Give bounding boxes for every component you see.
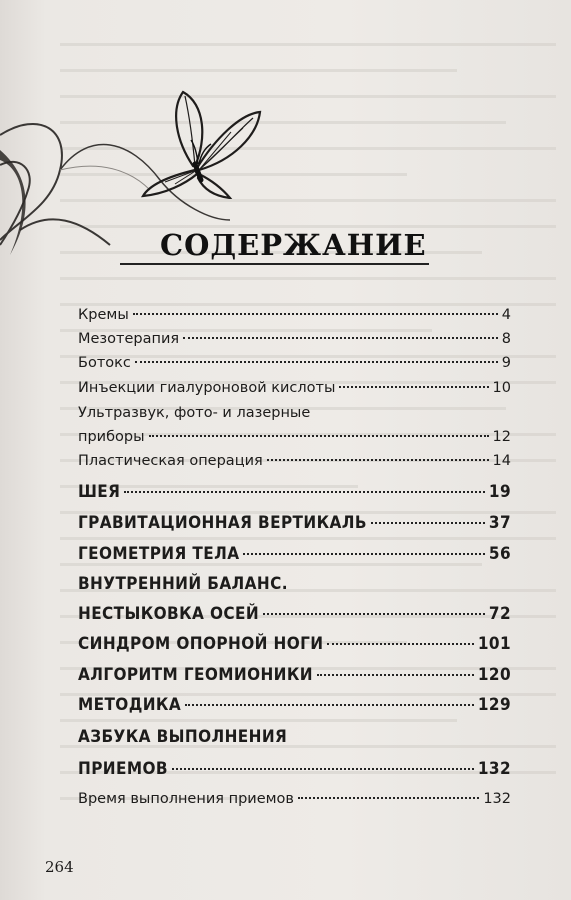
toc-entry-title: Кремы xyxy=(78,307,129,323)
toc-entry-title: Ботокс xyxy=(78,355,131,371)
toc-entry xyxy=(78,331,511,347)
toc-entry xyxy=(78,759,511,779)
toc-entry-title: АЛГОРИТМ ГЕОМИОНИКИ xyxy=(78,665,313,685)
toc-entry-page: 37 xyxy=(488,513,511,533)
toc-entry xyxy=(78,665,511,685)
toc-entry-title: ГРАВИТАЦИОННАЯ ВЕРТИКАЛЬ xyxy=(78,513,367,533)
toc-entry-page: 12 xyxy=(492,429,511,445)
toc-entry xyxy=(78,513,511,533)
toc-entry xyxy=(78,380,511,396)
toc-entry-title: Время выполнения приемов xyxy=(78,791,294,807)
toc-entry xyxy=(78,791,511,807)
toc-entry-title: Мезотерапия xyxy=(78,331,180,347)
toc-entry-page: 129 xyxy=(477,695,511,715)
toc-entry-title-line1: АЗБУКА ВЫПОЛНЕНИЯ xyxy=(78,727,288,747)
toc-entry-page: 56 xyxy=(488,544,511,564)
toc-entry-page: 19 xyxy=(488,482,511,502)
toc-entry-page: 10 xyxy=(492,380,511,396)
toc-entry-page: 132 xyxy=(477,759,511,779)
page-title: СОДЕРЖАНИЕ xyxy=(160,228,427,262)
toc-entry-page: 101 xyxy=(477,634,511,654)
toc-entry xyxy=(78,634,511,654)
toc-entry-title: ШЕЯ xyxy=(78,482,121,502)
toc-entry-title-line1: ВНУТРЕННИЙ БАЛАНС. xyxy=(78,574,288,594)
toc-entry xyxy=(78,355,511,371)
toc-entry xyxy=(78,544,511,564)
toc-entry-title-line1: Ультразвук, фото- и лазерные xyxy=(78,405,311,421)
toc-entry-page: 72 xyxy=(488,604,511,624)
toc-entry-title: НЕСТЫКОВКА ОСЕЙ xyxy=(78,604,260,624)
page-number: 264 xyxy=(45,858,74,876)
toc-entry-page: 8 xyxy=(501,331,511,347)
toc-entry-title: ГЕОМЕТРИЯ ТЕЛА xyxy=(78,544,240,564)
toc-entry xyxy=(78,307,511,323)
toc-entry-page: 9 xyxy=(501,355,511,371)
toc-entry-title: Пластическая операция xyxy=(78,453,263,469)
toc-entry xyxy=(78,453,511,469)
toc-entry xyxy=(78,429,511,445)
toc-entry-title: ПРИЕМОВ xyxy=(78,759,168,779)
toc-entry xyxy=(78,695,511,715)
toc-entry-title: МЕТОДИКА xyxy=(78,695,182,715)
butterfly-icon xyxy=(135,84,265,199)
toc-entry-page: 132 xyxy=(483,791,511,807)
toc-entry-page: 120 xyxy=(477,665,511,685)
toc-entry xyxy=(78,604,511,624)
toc-entry-title: приборы xyxy=(78,429,145,445)
toc-entry-title: СИНДРОМ ОПОРНОЙ НОГИ xyxy=(78,634,324,654)
toc-entry-title: Инъекции гиалуроновой кислоты xyxy=(78,380,336,396)
toc-entry-page: 14 xyxy=(492,453,511,469)
toc-entry xyxy=(78,482,511,502)
toc-entry-page: 4 xyxy=(501,307,511,323)
